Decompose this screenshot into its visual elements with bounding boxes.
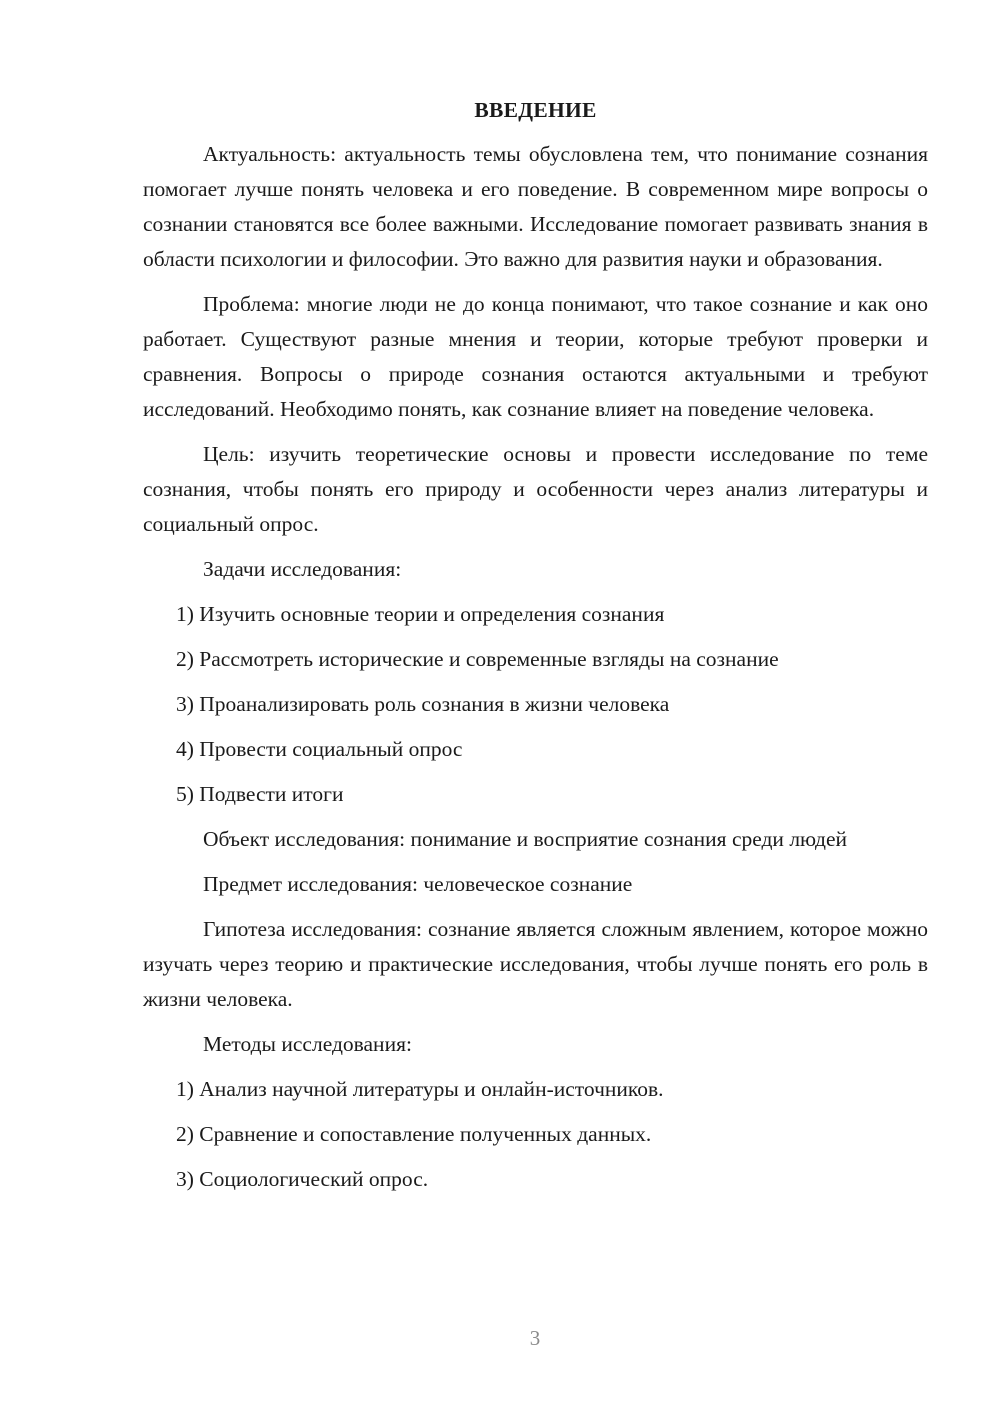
subject-paragraph: Предмет исследования: человеческое сознание — [203, 872, 633, 896]
section-heading: ВВЕДЕНИЕ — [474, 98, 597, 122]
object-paragraph: Объект исследования: понимание и восприятие сознания среди людей — [203, 827, 848, 851]
task-item: 5) Подвести итоги — [176, 782, 344, 806]
problem-paragraph: Проблема: многие люди не до конца понимают, что такое сознание и как оно работает. Существуют разные мнения и теории, которые требуют проверки и сравнения. Вопросы о природе сознания остаются актуальными и требуют исследований. Необходимо понять, как сознание влияет на поведение человека. — [143, 292, 928, 421]
tasks-list — [143, 597, 928, 812]
task-item: 3) Проанализировать роль сознания в жизни человека — [176, 692, 670, 716]
method-item: 1) Анализ научной литературы и онлайн-источников. — [176, 1077, 664, 1101]
methods-list — [143, 1072, 928, 1197]
method-item: 2) Сравнение и сопоставление полученных данных. — [176, 1122, 652, 1146]
document-page — [143, 95, 928, 1207]
tasks-label: Задачи исследования: — [203, 557, 402, 581]
method-item: 3) Социологический опрос. — [176, 1167, 429, 1191]
hypothesis-paragraph: Гипотеза исследования: сознание является сложным явлением, которое можно изучать через теорию и практические исследования, чтобы лучше понять его роль в жизни человека. — [143, 917, 928, 1011]
methods-label: Методы исследования: — [203, 1032, 412, 1056]
task-item: 4) Провести социальный опрос — [176, 737, 463, 761]
task-item: 1) Изучить основные теории и определения сознания — [176, 602, 665, 626]
page-number: 3 — [529, 1326, 541, 1350]
goal-paragraph: Цель: изучить теоретические основы и провести исследование по теме сознания, чтобы понять его природу и особенности через анализ литературы и социальный опрос. — [143, 442, 928, 536]
task-item: 2) Рассмотреть исторические и современные взгляды на сознание — [176, 647, 779, 671]
relevance-paragraph: Актуальность: актуальность темы обусловлена тем, что понимание сознания помогает лучше понять человека и его поведение. В современном мире вопросы о сознании становятся все более важными. Исследование помогает развивать знания в области психологии и философии. Это важно для развития науки и образования. — [143, 142, 928, 271]
